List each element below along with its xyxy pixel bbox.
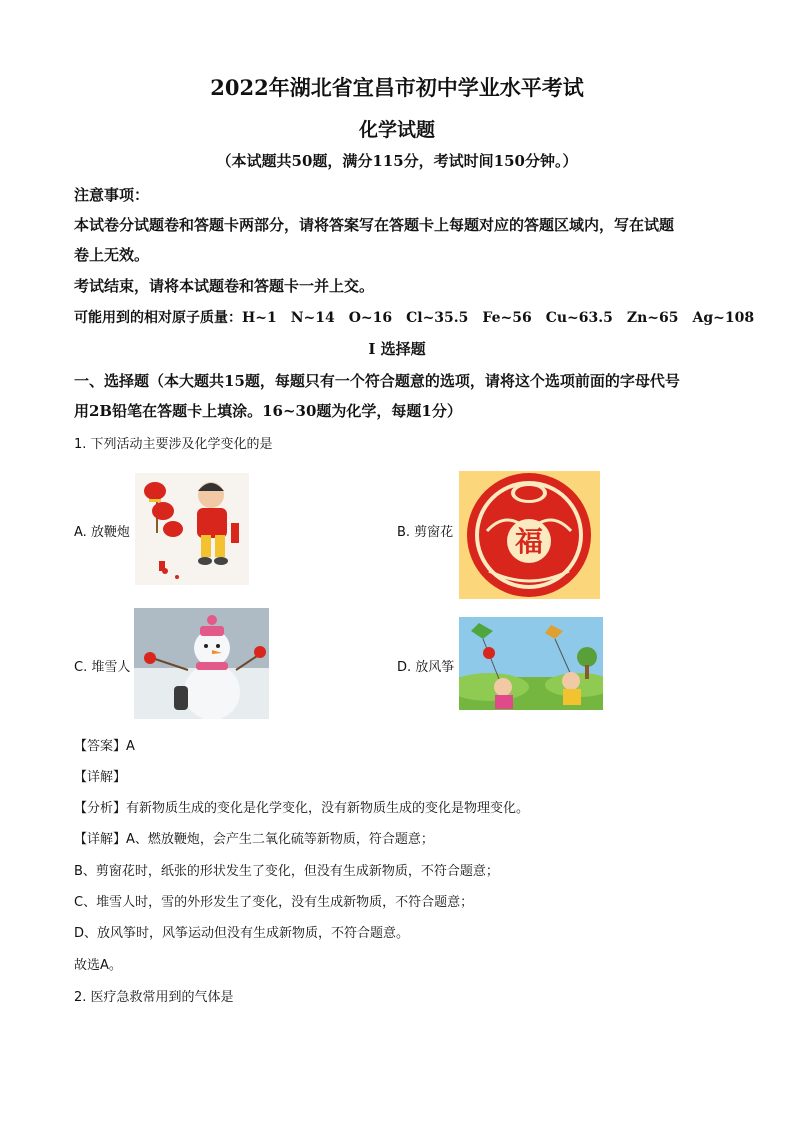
question-2-stem: 2. 医疗急救常用到的气体是 [74,990,234,1005]
answer-1: 【答案】A [74,739,135,754]
detail-c: C、堆雪人时，雪的外形发生了变化，没有生成新物质，不符合题意； [74,895,474,910]
kite-image [459,617,603,710]
option-a-label: A. 放鞭炮 [74,525,130,540]
notice-line-2: 卷上无效。 [74,246,150,264]
firecracker-image [135,473,249,585]
snowman-image [134,608,269,719]
option-c-label: C. 堆雪人 [74,660,131,675]
analysis-1: 【分析】有新物质生成的变化是化学变化，没有新物质生成的变化是物理变化。 [74,801,530,816]
section-intro-line-1: 一、选择题（本大题共15题，每题只有一个符合题意的选项，请将这个选项前面的字母代号 [74,372,680,390]
notice-line-3: 考试结束，请将本试题卷和答题卡一并上交。 [74,277,375,295]
atomic-masses: 可能用到的相对原子质量：H~1 N~14 O~16 Cl~35.5 Fe~56 Cu~63.5 Zn~65 Ag~108 [74,310,755,326]
fu-character: 福 [514,525,544,558]
paper-cut-image [459,471,600,599]
section-intro-line-2: 用2B铅笔在答题卡上填涂。16~30题为化学，每题1分） [74,402,462,420]
detail-b: B、剪窗花时，纸张的形状发生了变化，但没有生成新物质，不符合题意； [74,864,499,879]
option-d-label: D. 放风筝 [397,660,455,675]
exam-subject: 化学试题 [358,119,435,141]
detail-d: D、放风筝时，风筝运动但没有生成新物质，不符合题意。 [74,926,410,941]
question-1-stem: 1. 下列活动主要涉及化学变化的是 [74,437,273,452]
notice-heading: 注意事项： [74,186,150,204]
option-b-label: B. 剪窗花 [397,525,454,540]
section-name: I 选择题 [368,340,426,358]
conclusion-1: 故选A。 [74,958,122,973]
exam-scope: （本试题共50题，满分115分，考试时间150分钟。） [216,152,578,170]
notice-line-1: 本试卷分试题卷和答题卡两部分，请将答案写在答题卡上每题对应的答题区域内，写在试题 [74,216,675,234]
detail-a: 【详解】A、燃放鞭炮，会产生二氧化硫等新物质，符合题意； [74,832,434,847]
detail-label: 【详解】 [74,770,127,785]
exam-title: 2022年湖北省宜昌市初中学业水平考试 [210,75,584,100]
